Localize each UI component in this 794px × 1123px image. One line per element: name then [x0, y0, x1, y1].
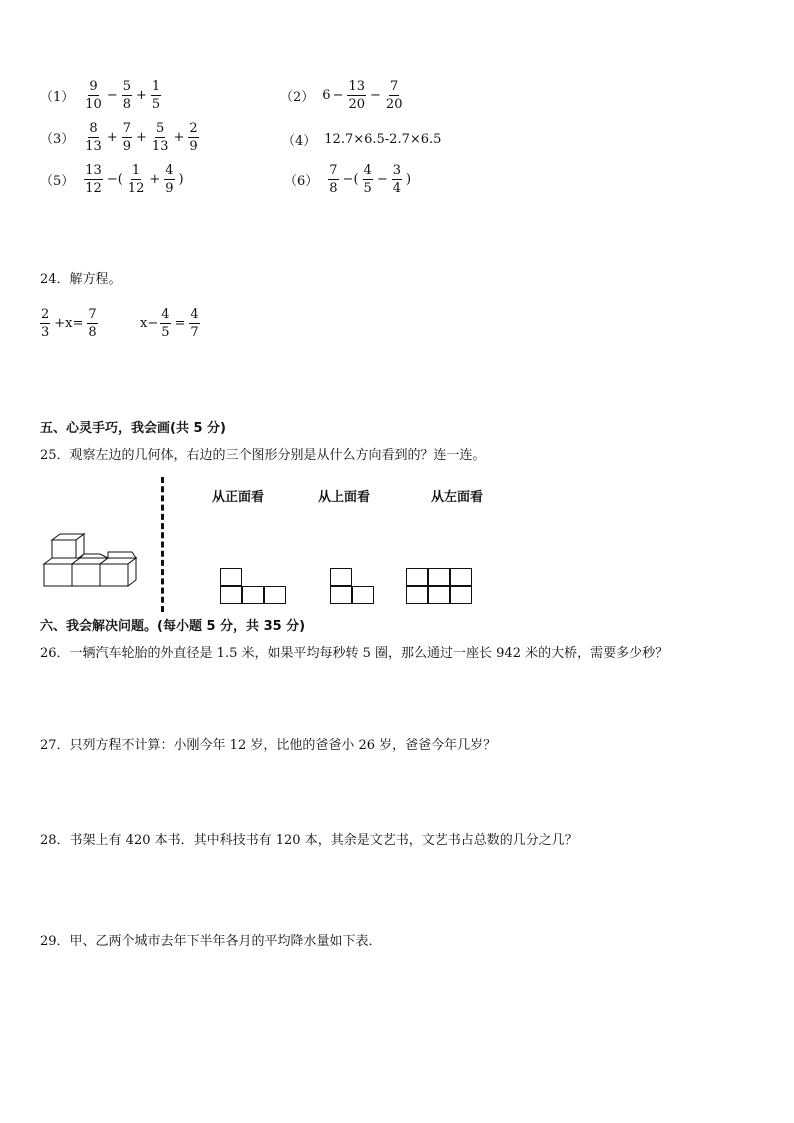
close-paren: ): [406, 172, 412, 187]
grid-cell: [406, 586, 428, 604]
fraction: [151, 120, 170, 155]
denominator: 20: [385, 97, 403, 112]
denominator: 3: [41, 325, 50, 340]
numerator: 7: [390, 79, 399, 94]
numerator: 7: [122, 121, 132, 136]
denominator: 12: [85, 181, 102, 196]
operator: −(: [106, 172, 123, 187]
numerator: 4: [161, 307, 170, 322]
denominator: 5: [151, 97, 161, 112]
numerator: 3: [392, 163, 401, 178]
fraction: [347, 78, 366, 113]
number: 6: [322, 88, 331, 103]
numerator: 1: [151, 79, 161, 94]
fraction: [122, 78, 132, 113]
numerator: 4: [363, 163, 372, 178]
label-front-view: 从正面看: [212, 490, 265, 505]
denominator: 13: [151, 139, 169, 154]
operator: +: [106, 130, 118, 145]
numerator: 2: [189, 121, 198, 136]
denominator: 9: [165, 181, 174, 196]
grid-cell: [330, 586, 352, 604]
denominator: 20: [348, 97, 366, 112]
numerator: 7: [329, 163, 338, 178]
operator: =: [174, 316, 186, 331]
fraction: [87, 306, 97, 341]
grid-cell: [450, 568, 472, 586]
equation-2: [140, 306, 202, 341]
operator: −: [370, 88, 381, 103]
operator: +: [173, 130, 185, 145]
operator: −: [332, 88, 344, 103]
fraction: [160, 306, 170, 341]
grid-cell: [428, 568, 450, 586]
variable: x−: [140, 316, 159, 331]
fraction: [151, 78, 161, 113]
fraction: [122, 120, 132, 155]
denominator: 5: [363, 181, 372, 196]
grid-cell: [450, 586, 472, 604]
fraction: [188, 120, 198, 155]
operator: +x=: [54, 316, 84, 331]
numerator: 5: [122, 79, 132, 94]
grid-cell: [220, 586, 242, 604]
numerator: 4: [190, 307, 199, 322]
problem-index: （3）: [40, 132, 75, 147]
fraction: [127, 162, 146, 197]
denominator: 10: [85, 97, 102, 112]
label-left-view: 从左面看: [431, 490, 484, 505]
fraction: [164, 162, 174, 197]
problem-index: （1）: [40, 90, 75, 105]
equation-1: [38, 306, 100, 341]
calc-problem-3: [40, 120, 201, 155]
problem-index: （4）: [282, 134, 317, 149]
question-25-text: 25．观察左边的几何体，右边的三个图形分别是从什么方向看到的？连一连。: [40, 448, 486, 463]
divider-dashed-line: [161, 477, 164, 612]
fraction: [40, 306, 50, 341]
operator: −: [376, 172, 388, 187]
fraction: [84, 78, 103, 113]
question-29-text: 29．甲、乙两个城市去年下半年各月的平均降水量如下表．: [40, 934, 382, 949]
numerator: 8: [89, 121, 98, 136]
question-24-title: 24．解方程。: [40, 272, 122, 287]
question-27-text: 27．只列方程不计算：小刚今年 12 岁，比他的爸爸小 26 岁，爸爸今年几岁？: [40, 738, 497, 753]
operator: −: [106, 88, 118, 103]
section-5-title: 五、心灵手巧，我会画(共 5 分): [40, 421, 226, 436]
operator: +: [149, 172, 161, 187]
denominator: 8: [329, 181, 338, 196]
denominator: 9: [122, 139, 132, 154]
fraction: [84, 120, 103, 155]
numerator: 9: [89, 79, 98, 94]
problem-index: （6）: [284, 174, 319, 189]
expression: 12.7×6.5-2.7×6.5: [324, 132, 442, 147]
fraction: [363, 162, 373, 197]
question-26-text: 26．一辆汽车轮胎的外直径是 1.5 米，如果平均每秒转 5 圈，那么通过一座长 942 米的大桥，需要多少秒？: [40, 646, 669, 661]
fraction: [189, 306, 199, 341]
fraction: [385, 78, 404, 113]
question-28-text: 28．书架上有 420 本书．其中科技书有 120 本，其余是文艺书，文艺书占总数的几分之几？: [40, 833, 578, 848]
denominator: 9: [189, 139, 198, 154]
view-shape-2: [330, 568, 376, 606]
label-top-view: 从上面看: [318, 490, 371, 505]
numerator: 2: [41, 307, 50, 322]
grid-cell: [428, 586, 450, 604]
grid-cell: [242, 586, 264, 604]
numerator: 13: [85, 163, 102, 178]
denominator: 12: [127, 181, 145, 196]
numerator: 5: [156, 121, 165, 136]
denominator: 5: [161, 325, 170, 340]
calc-problem-4: [282, 130, 441, 149]
operator: +: [136, 88, 147, 103]
numerator: 4: [165, 163, 174, 178]
close-paren: ): [178, 172, 184, 187]
numerator: 13: [348, 79, 366, 94]
problem-index: （2）: [280, 90, 315, 105]
calc-problem-2: [280, 78, 405, 113]
grid-cell: [220, 568, 242, 586]
view-shape-3: [406, 568, 474, 606]
denominator: 4: [392, 181, 401, 196]
section-6-title: 六、我会解决问题。(每小题 5 分，共 35 分): [40, 619, 306, 634]
grid-cell: [264, 586, 286, 604]
grid-cell: [330, 568, 352, 586]
operator: −(: [342, 172, 359, 187]
denominator: 8: [88, 325, 97, 340]
fraction: [392, 162, 402, 197]
denominator: 8: [122, 97, 132, 112]
denominator: 13: [85, 139, 102, 154]
grid-cell: [352, 586, 374, 604]
fraction: [328, 162, 338, 197]
problem-index: （5）: [40, 174, 75, 189]
view-shape-1: [220, 568, 288, 606]
grid-cell: [406, 568, 428, 586]
cube-solid-figure: [40, 530, 145, 592]
numerator: 1: [131, 163, 141, 178]
calc-problem-6: [284, 162, 413, 197]
fraction: [84, 162, 103, 197]
calc-problem-1: [40, 78, 163, 113]
operator: +: [136, 130, 147, 145]
numerator: 7: [88, 307, 97, 322]
denominator: 7: [190, 325, 199, 340]
calc-problem-5: [40, 162, 186, 197]
